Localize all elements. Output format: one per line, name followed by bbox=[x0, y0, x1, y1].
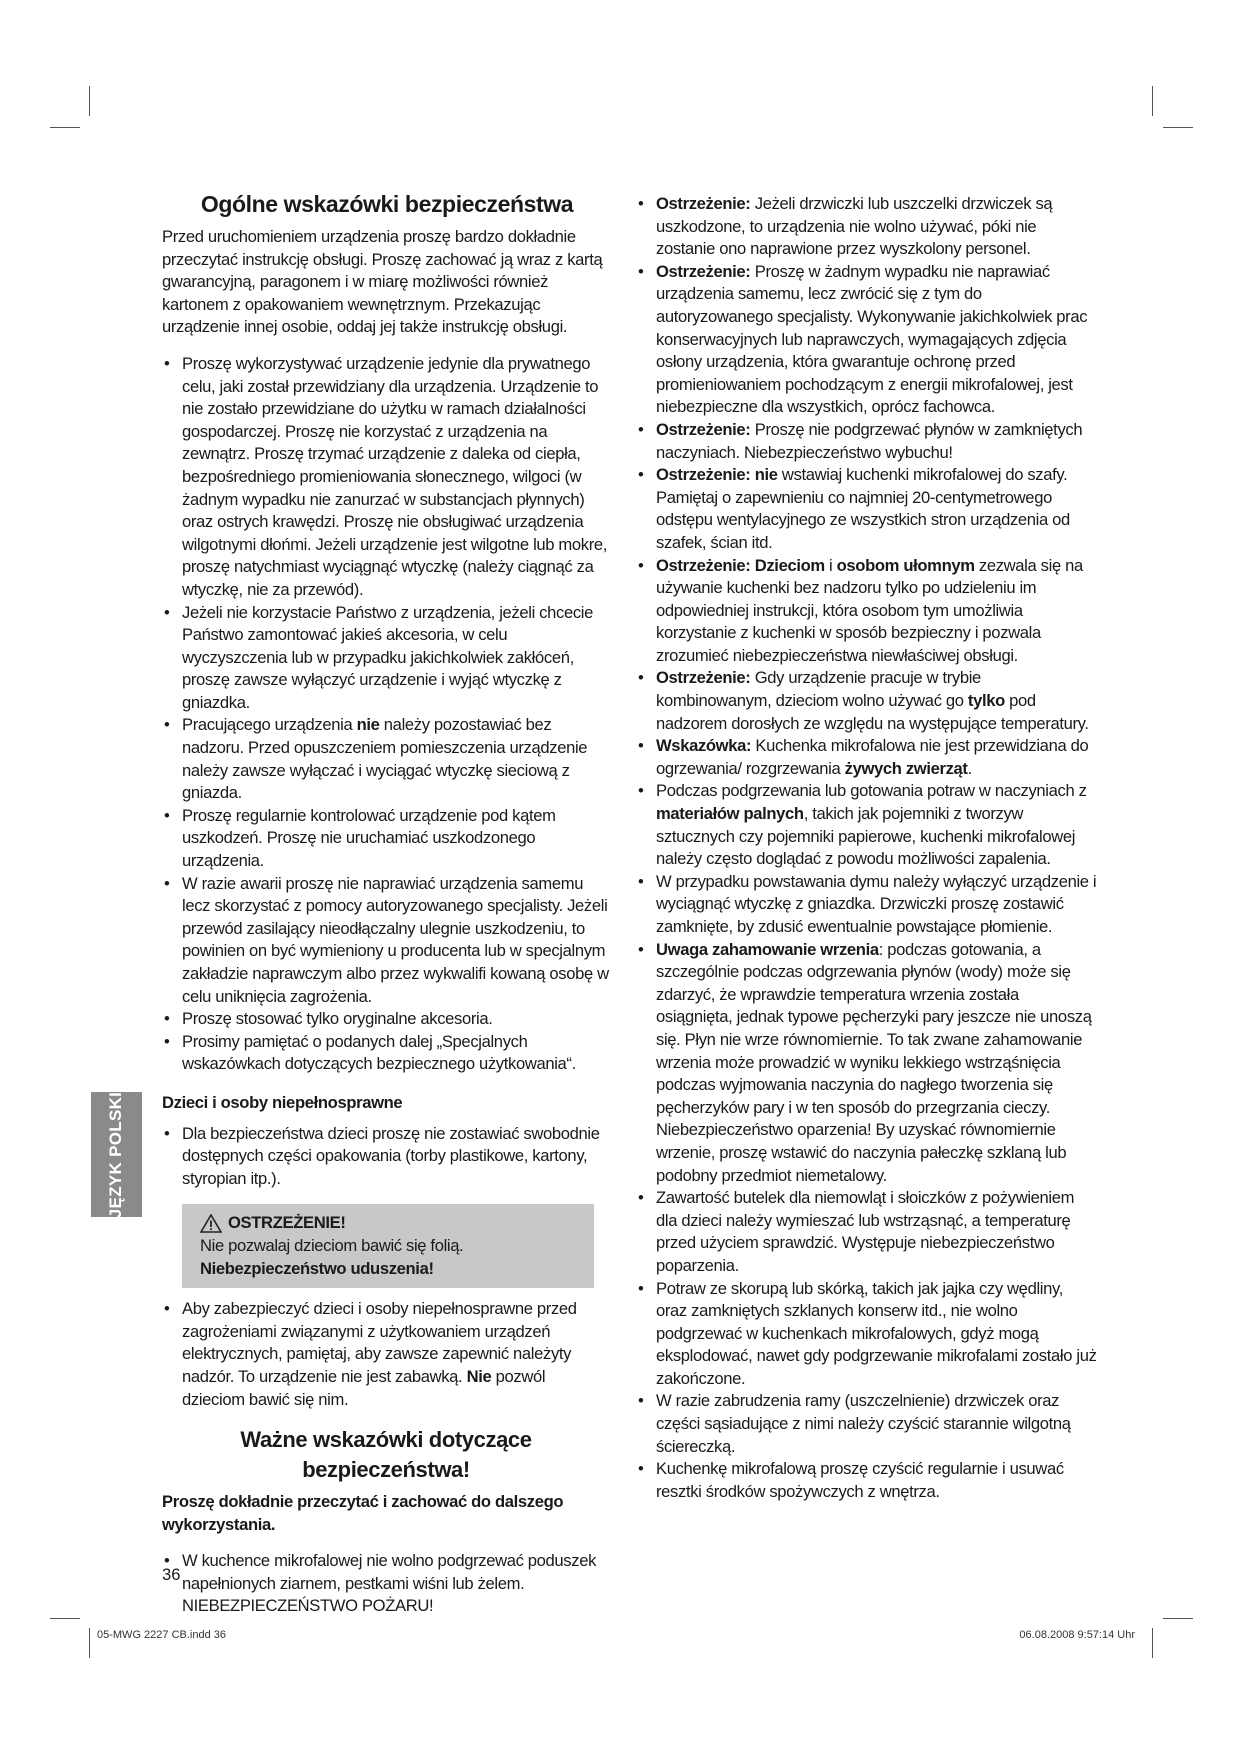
language-label: JĘZYK POLSKI bbox=[106, 1091, 126, 1218]
left-column bbox=[162, 190, 612, 1618]
list-item: • Proszę regularnie kontrolować urządzenie pod kątem uszkodzeń. Proszę nie uruchamiać uszkodzonego urządzenia. bbox=[162, 805, 612, 873]
list-item: • W razie zabrudzenia ramy (uszczelnienie) drzwiczek oraz części sąsiadujące z nimi należy czyścić starannie wilgotną ściereczką. bbox=[636, 1390, 1098, 1458]
crop-mark bbox=[1152, 86, 1153, 116]
general-safety-list bbox=[162, 353, 612, 1076]
list-item: • Potraw ze skorupą lub skórką, takich jak jajka czy wędliny, oraz zamkniętych szklanych konserw itd., nie wolno podgrzewać w kuchenkach mikrofalowych, gdyż mogą eksplodować, nawet gdy podgrzewanie mikrofalami zostało już zakończone. bbox=[636, 1278, 1098, 1391]
crop-mark bbox=[1163, 1618, 1193, 1619]
warning-title: OSTRZEŻENIE! bbox=[228, 1213, 346, 1233]
list-item: • W razie awarii proszę nie naprawiać urządzenia samemu lecz skorzystać z pomocy autoryzowanego specjalisty. Jeżeli przewód zasilający nieodłączalny ulegnie uszkodzeniu, to powinien on być wymieniony u producenta lub w specjalnym zakładzie naprawczym albo przez wykwalifi kowaną osobę w celu uniknięcia zagrożenia. bbox=[162, 873, 612, 1009]
important-subtitle: Proszę dokładnie przeczytać i zachować do dalszego wykorzystania. bbox=[162, 1492, 564, 1534]
crop-mark bbox=[1163, 127, 1193, 128]
important-safety-title: Ważne wskazówki dotyczące bezpieczeństwa! bbox=[240, 1427, 532, 1483]
page-number: 36 bbox=[162, 1565, 181, 1584]
list-item: • W kuchence mikrofalowej nie wolno podgrzewać poduszek napełnionych ziarnem, pestkami wiśni lub żelem. NIEBEZPIECZEŃSTWO POŻARU! bbox=[162, 1550, 612, 1618]
children-list-2 bbox=[162, 1298, 612, 1411]
list-item: • Ostrzeżenie: Gdy urządzenie pracuje w trybie kombinowanym, dzieciom wolno używać go tylko pod nadzorem dorosłych ze względu na występujące temperatury. bbox=[636, 667, 1098, 735]
footer-file-info: 05-MWG 2227 CB.indd 36 bbox=[97, 1629, 227, 1641]
list-item: • Dla bezpieczeństwa dzieci proszę nie zostawiać swobodnie dostępnych części opakowania (torby plastikowe, kartony, styropian itp.). bbox=[162, 1123, 612, 1191]
warning-triangle-icon bbox=[200, 1214, 222, 1233]
intro-paragraph: Przed uruchomieniem urządzenia proszę bardzo dokładnie przeczytać instrukcję obsługi. Proszę zachować ją wraz z kartą gwarancyjną, paragonem i w miarę możliwości również kartonem z opakowaniem wewnętrznym. Przekazując urządzenie innej osobie, oddaj jej także instrukcję obsługi. bbox=[162, 227, 603, 337]
children-heading: Dzieci i osoby niepełnosprawne bbox=[162, 1092, 403, 1112]
language-side-tab bbox=[91, 1092, 142, 1217]
crop-mark bbox=[1152, 1628, 1153, 1658]
list-item: • Zawartość butelek dla niemowląt i słoiczków z pożywieniem dla dzieci należy wymieszać lub wstrząsnąć, a temperaturę przed użyciem sprawdzić. Występuje niebezpieczeństwo poparzenia. bbox=[636, 1187, 1098, 1277]
general-safety-title: Ogólne wskazówki bezpieczeństwa bbox=[200, 191, 574, 217]
list-item: • Aby zabezpieczyć dzieci i osoby niepełnosprawne przed zagrożeniami związanymi z użytkowaniem urządzeń elektrycznych, pamiętaj, aby zawsze zapewnić należyty nadzór. To urządzenie nie jest zabawką. Nie pozwól dzieciom bawić się nim. bbox=[162, 1298, 612, 1411]
crop-mark bbox=[89, 1628, 90, 1658]
list-item: • Uwaga zahamowanie wrzenia: podczas gotowania, a szczególnie podczas odgrzewania płynów (wody) może się zdarzyć, że wprawdzie temperatura wrzenia została osiągnięta, jednak typowe pęcherzyki pary jeszcze nie unoszą się. Płyn nie wrze równomiernie. To tak zwane zahamowanie wrzenia może prowadzić w wyniku lekkiego wstrząśnięcia podczas wyjmowania naczynia do nagłego tworzenia się pęcherzyków pary i w ten sposób do przegrzania cieczy. Niebezpieczeństwo oparzenia! By uzyskać równomiernie wrzenie, proszę wstawić do naczynia pałeczkę szklaną lub podobny przedmiot niemetalowy. bbox=[636, 939, 1098, 1188]
crop-mark bbox=[50, 127, 80, 128]
children-list bbox=[162, 1123, 612, 1191]
list-item: • Ostrzeżenie: Jeżeli drzwiczki lub uszczelki drzwiczek są uszkodzone, to urządzenia nie wolno używać, póki nie zostanie ono naprawione przez wyszkolony personel. bbox=[636, 193, 1098, 261]
list-item: • Proszę stosować tylko oryginalne akcesoria. bbox=[162, 1008, 612, 1031]
list-item: • Prosimy pamiętać o podanych dalej „Specjalnych wskazówkach dotyczących bezpiecznego użytkowania“. bbox=[162, 1031, 612, 1076]
list-item: • Ostrzeżenie: nie wstawiaj kuchenki mikrofalowej do szafy. Pamiętaj o zapewnieniu co najmniej 20-centymetrowego odstępu wentylacyjnego ze wszystkich stron urządzenia od szafek, ścian itd. bbox=[636, 464, 1098, 554]
crop-mark bbox=[89, 86, 90, 116]
crop-mark bbox=[50, 1618, 80, 1619]
list-item: • Ostrzeżenie: Proszę nie podgrzewać płynów w zamkniętych naczyniach. Niebezpieczeństwo wybuchu! bbox=[636, 419, 1098, 464]
list-item: • Proszę wykorzystywać urządzenie jedynie dla prywatnego celu, jaki został przewidziany dla urządzenia. Urządzenie to nie zostało przewidziane do użytku w ramach działalności gospodarczej. Proszę nie korzystać z urządzenia na zewnątrz. Proszę trzymać urządzenie z daleka od ciepła, bezpośredniego promieniowania słonecznego, wilgoci (w żadnym wypadku nie zanurzać w substancjach płynnych) oraz ostrych krawędzi. Proszę nie obsługiwać urządzenia wilgotnymi dłońmi. Jeżeli urządzenie jest wilgotne lub mokre, proszę natychmiast wyciągnąć wtyczkę (należy ciągnąć za wtyczkę, nie za przewód). bbox=[162, 353, 612, 602]
warnings-list bbox=[636, 193, 1098, 1503]
list-item: • Podczas podgrzewania lub gotowania potraw w naczyniach z materiałów palnych, takich jak pojemniki z tworzyw sztucznych czy pojemniki papierowe, kuchenki mikrofalowej należy często doglądać z powodu możliwości zapalenia. bbox=[636, 780, 1098, 870]
list-item: • Ostrzeżenie: Proszę w żadnym wypadku nie naprawiać urządzenia samemu, lecz zwrócić się z tym do autoryzowanego specjalisty. Wykonywanie jakichkolwiek prac konserwacyjnych lub naprawczych, wymagających zdjęcia osłony urządzenia, która gwarantuje ochronę przed promieniowaniem pochodzącym z energii mikrofalowej, jest niebezpieczne dla wszystkich, oprócz fachowca. bbox=[636, 261, 1098, 419]
list-item: • Kuchenkę mikrofalową proszę czyścić regularnie i usuwać resztki środków spożywczych z wnętrza. bbox=[636, 1458, 1098, 1503]
list-item: • Pracującego urządzenia nie należy pozostawiać bez nadzoru. Przed opuszczeniem pomieszczenia urządzenie należy zawsze wyłączać i wyciągać wtyczkę sieciową z gniazda. bbox=[162, 714, 612, 804]
list-item: • Jeżeli nie korzystacie Państwo z urządzenia, jeżeli chcecie Państwo zamontować jakieś akcesoria, w celu wyczyszczenia lub w przypadku jakichkolwiek zakłóceń, proszę zawsze wyłączyć urządzenie i wyjąć wtyczkę z gniazdka. bbox=[162, 602, 612, 715]
warning-box bbox=[182, 1204, 594, 1288]
warning-danger: Niebezpieczeństwo uduszenia! bbox=[200, 1258, 434, 1278]
right-column bbox=[636, 193, 1098, 1503]
footer-timestamp: 06.08.2008 9:57:14 Uhr bbox=[1019, 1629, 1135, 1641]
list-item: • Wskazówka: Kuchenka mikrofalowa nie jest przewidziana do ogrzewania/ rozgrzewania żywych zwierząt. bbox=[636, 735, 1098, 780]
warning-text: Nie pozwalaj dzieciom bawić się folią. bbox=[200, 1235, 464, 1255]
list-item: • W przypadku powstawania dymu należy wyłączyć urządzenie i wyciągnąć wtyczkę z gniazdka. Drzwiczki proszę zostawić zamknięte, by zdusić ewentualnie powstające płomienie. bbox=[636, 871, 1098, 939]
important-list bbox=[162, 1550, 612, 1618]
list-item: • Ostrzeżenie: Dzieciom i osobom ułomnym zezwala się na używanie kuchenki bez nadzoru tylko po udzieleniu im odpowiedniej instrukcji, która osobom tym umożliwia korzystanie z kuchenki w sposób bezpieczny i pozwala zrozumieć niebezpieczeństwa niewłaściwej obsługi. bbox=[636, 555, 1098, 668]
